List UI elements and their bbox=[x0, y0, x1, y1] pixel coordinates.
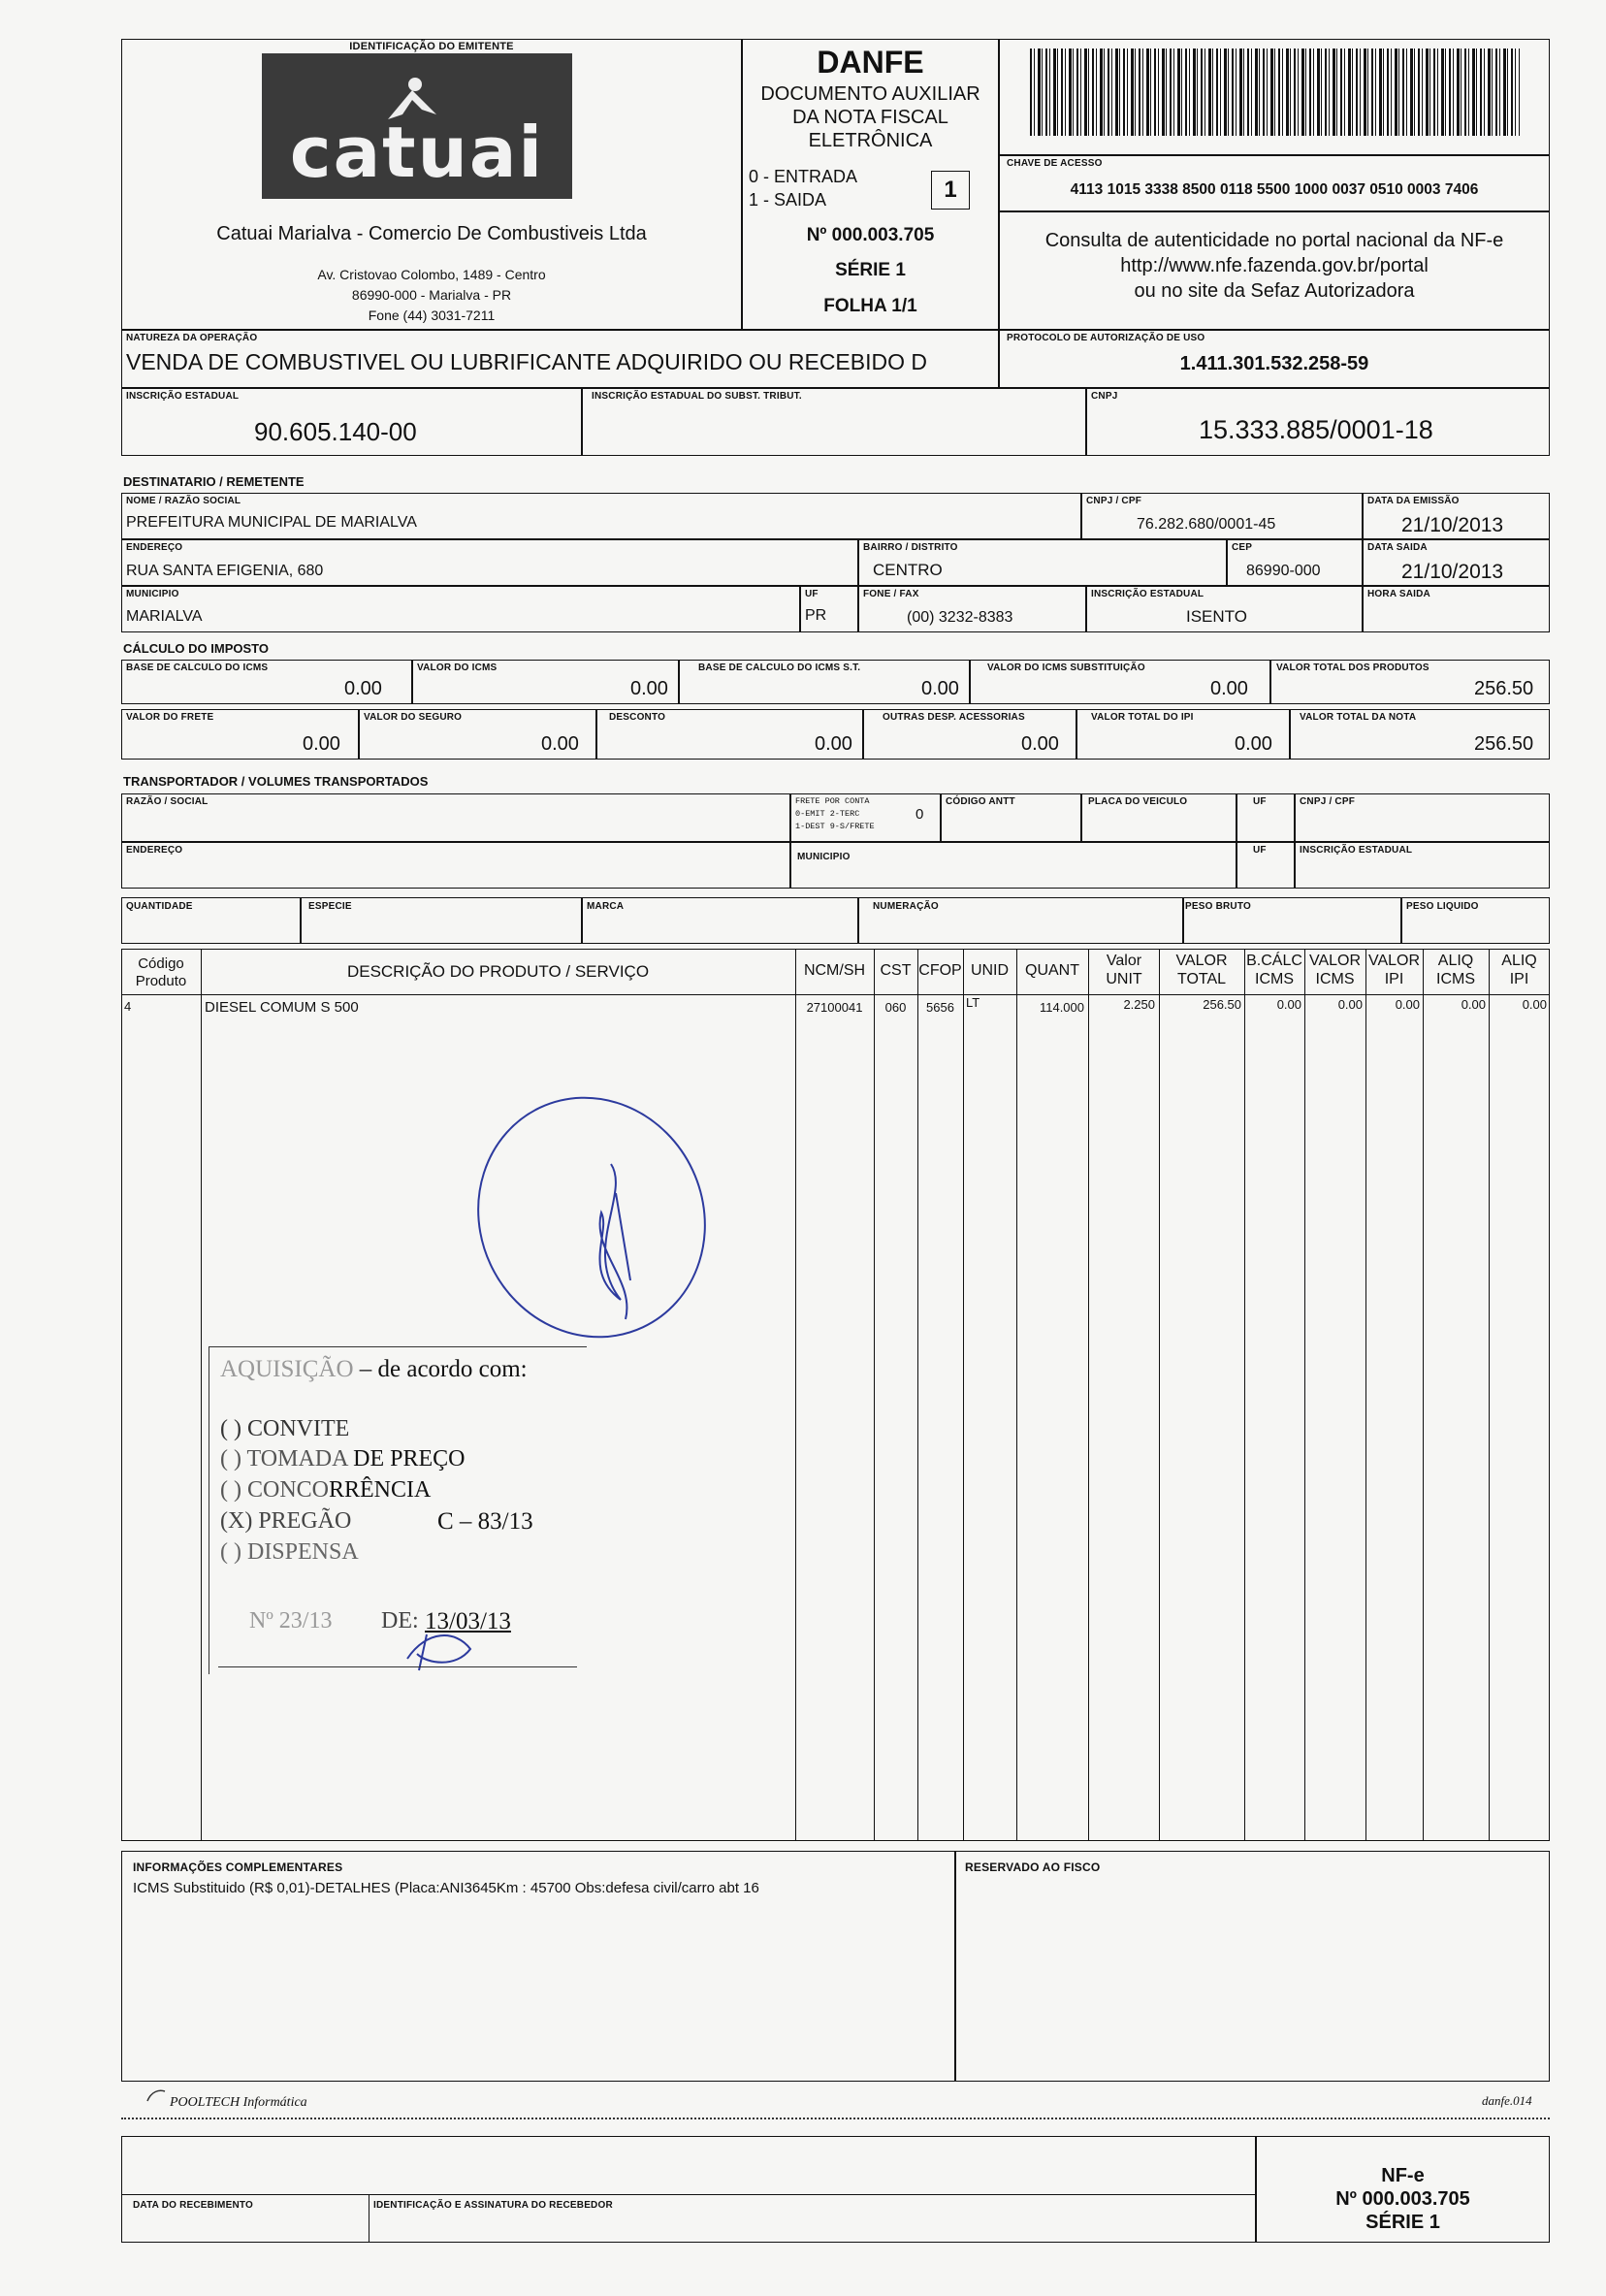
fisco-box bbox=[955, 1851, 1550, 2082]
cnpj-value: 15.333.885/0001-18 bbox=[1199, 415, 1433, 444]
company-address-1: Av. Cristovao Colombo, 1489 - Centro bbox=[317, 267, 546, 282]
species-label: ESPECIE bbox=[308, 901, 352, 912]
danfe-page: FOLHA 1/1 bbox=[823, 296, 917, 316]
stamp-option-concorrencia-b: RRÊNCIA bbox=[329, 1477, 432, 1503]
col-divider bbox=[795, 949, 796, 1841]
nfe-stub-number: Nº 000.003.705 bbox=[1335, 2188, 1470, 2210]
receipt-divider bbox=[121, 2194, 1256, 2195]
stamp-option-convite: ( ) CONVITE bbox=[220, 1416, 350, 1441]
gross-weight-label: PESO BRUTO bbox=[1185, 901, 1251, 912]
tax-section-label: CÁLCULO DO IMPOSTO bbox=[123, 641, 269, 656]
other-expenses-label: OUTRAS DESP. ACESSORIAS bbox=[883, 712, 1025, 723]
access-key-label: CHAVE DE ACESSO bbox=[1007, 158, 1103, 169]
district-value: CENTRO bbox=[873, 561, 943, 579]
transport-section-label: TRANSPORTADOR / VOLUMES TRANSPORTADOS bbox=[123, 774, 429, 789]
carrier-address-box bbox=[121, 842, 790, 889]
other-expenses-value: 0.00 bbox=[1021, 733, 1059, 755]
header-bc-icms: B.CÁLC ICMS bbox=[1246, 953, 1302, 987]
carrier-uf2-label: UF bbox=[1253, 845, 1267, 856]
freight-label: VALOR DO FRETE bbox=[126, 712, 214, 723]
company-logo bbox=[262, 53, 572, 199]
row-unit: LT bbox=[966, 995, 980, 1010]
header-code: Código Produto bbox=[135, 955, 187, 989]
stamp-date-value: 13/03/13 bbox=[425, 1608, 511, 1634]
header-total: VALOR TOTAL bbox=[1175, 953, 1228, 987]
stamp-option-pregao: (X) PREGÃO bbox=[220, 1508, 352, 1534]
discount-label: DESCONTO bbox=[609, 712, 666, 723]
col-divider bbox=[1365, 949, 1366, 1841]
tax-icms-value: 0.00 bbox=[630, 678, 668, 699]
header-description: DESCRIÇÃO DO PRODUTO / SERVIÇO bbox=[346, 962, 650, 981]
ie-label: INSCRIÇÃO ESTADUAL bbox=[126, 391, 240, 402]
software-credit: POOLTECH Informática bbox=[170, 2095, 307, 2110]
procurement-stamp bbox=[199, 1346, 587, 1676]
header-aliq-icms: ALIQ ICMS bbox=[1436, 953, 1475, 987]
header-cst: CST bbox=[880, 962, 912, 979]
nfe-stub-series: SÉRIE 1 bbox=[1365, 2212, 1440, 2233]
company-phone: Fone (44) 3031-7211 bbox=[368, 307, 496, 323]
insurance-label: VALOR DO SEGURO bbox=[364, 712, 463, 723]
col-divider bbox=[963, 949, 964, 1841]
city-value: MARIALVA bbox=[126, 608, 203, 625]
row-icms: 0.00 bbox=[1337, 997, 1363, 1012]
carrier-name-box bbox=[121, 793, 790, 842]
company-address-2: 86990-000 - Marialva - PR bbox=[351, 287, 512, 303]
stamp-option-tomada-b: DE PREÇO bbox=[347, 1446, 466, 1471]
nature-value: VENDA DE COMBUSTIVEL OU LUBRIFICANTE ADQUIRIDO OU RECEBIDO D bbox=[126, 349, 928, 374]
receiver-label: IDENTIFICAÇÃO E ASSINATURA DO RECEBEDOR bbox=[373, 2200, 613, 2211]
tax-icms-label: VALOR DO ICMS bbox=[417, 663, 498, 673]
carrier-address-label: ENDEREÇO bbox=[126, 845, 183, 856]
recipient-address-label: ENDEREÇO bbox=[126, 542, 183, 553]
plate-label: PLACA DO VEICULO bbox=[1088, 796, 1188, 807]
recipient-name-value: PREFEITURA MUNICIPAL DE MARIALVA bbox=[126, 514, 417, 531]
header-qty: QUANT bbox=[1025, 962, 1079, 979]
tax-base-value: 0.00 bbox=[344, 678, 382, 699]
nf-type-box: 1 bbox=[931, 171, 970, 210]
carrier-city-box bbox=[790, 842, 1237, 889]
danfe-subtitle-1: DOCUMENTO AUXILIAR bbox=[760, 83, 980, 105]
recipient-address-value: RUA SANTA EFIGENIA, 680 bbox=[126, 563, 324, 579]
tear-line bbox=[121, 2118, 1550, 2119]
header-unit: UNID bbox=[970, 962, 1010, 979]
net-weight-label: PESO LIQUIDO bbox=[1406, 901, 1479, 912]
stamp-option-dispensa: ( ) DISPENSA bbox=[220, 1539, 359, 1565]
ie-value: 90.605.140-00 bbox=[254, 417, 417, 446]
stamp-title bbox=[220, 1356, 528, 1383]
recipient-name-label: NOME / RAZÃO SOCIAL bbox=[126, 496, 241, 506]
ipi-value: 0.00 bbox=[1235, 733, 1272, 755]
district-label: BAIRRO / DISTRITO bbox=[863, 542, 958, 553]
freight-mode-line-3: 1-DEST 9-S/FRETE bbox=[795, 822, 875, 831]
recipient-section-label: DESTINATARIO / REMETENTE bbox=[123, 474, 305, 489]
row-aliq-icms: 0.00 bbox=[1461, 997, 1486, 1012]
col-divider bbox=[1489, 949, 1490, 1841]
nfe-stub-label: NF-e bbox=[1381, 2165, 1425, 2186]
row-total: 256.50 bbox=[1203, 997, 1241, 1012]
signature-mark bbox=[466, 1077, 727, 1368]
header-icms: VALOR ICMS bbox=[1308, 953, 1362, 987]
brand-label: MARCA bbox=[587, 901, 625, 912]
exit-date-value: 21/10/2013 bbox=[1401, 561, 1504, 583]
exit-option: 1 - SAIDA bbox=[749, 190, 827, 210]
ipi-label: VALOR TOTAL DO IPI bbox=[1091, 712, 1194, 723]
freight-mode-line-1: FRETE POR CONTA bbox=[795, 796, 870, 806]
receipt-box bbox=[121, 2136, 1256, 2243]
city-box bbox=[121, 586, 800, 632]
col-divider bbox=[1088, 949, 1089, 1841]
tax-base-label: BASE DE CALCULO DO ICMS bbox=[126, 663, 269, 673]
col-divider bbox=[1016, 949, 1017, 1841]
receipt-date-label: DATA DO RECEBIMENTO bbox=[133, 2200, 253, 2211]
row-aliq-ipi: 0.00 bbox=[1522, 997, 1547, 1012]
row-cfop: 5656 bbox=[926, 1000, 954, 1015]
stamp-option-concorrencia-a: ( ) CONCO bbox=[220, 1477, 329, 1503]
form-code: danfe.014 bbox=[1482, 2093, 1532, 2108]
software-logo-icon bbox=[145, 2087, 167, 2105]
recipient-ie-label: INSCRIÇÃO ESTADUAL bbox=[1091, 589, 1204, 599]
stamp-underline bbox=[218, 1666, 577, 1667]
row-ipi: 0.00 bbox=[1395, 997, 1420, 1012]
volume-qty-label: QUANTIDADE bbox=[126, 901, 193, 912]
additional-info-value: ICMS Substituido (R$ 0,01)-DETALHES (Placa:ANI3645Km : 45700 Obs:defesa civil/carro abt 16 bbox=[133, 1880, 759, 1896]
row-ncm: 27100041 bbox=[806, 1000, 863, 1015]
freight-mode-line-2: 0-EMIT 2-TERC bbox=[795, 809, 860, 819]
col-divider bbox=[874, 949, 875, 1841]
row-description: DIESEL COMUM S 500 bbox=[205, 999, 359, 1016]
logo-text: catuai bbox=[289, 112, 545, 193]
danfe-title: DANFE bbox=[817, 45, 924, 80]
row-cst: 060 bbox=[884, 1000, 907, 1015]
tax-products-label: VALOR TOTAL DOS PRODUTOS bbox=[1276, 663, 1429, 673]
protocol-label: PROTOCOLO DE AUTORIZAÇÃO DE USO bbox=[1007, 333, 1205, 343]
header-unit-value: Valor UNIT bbox=[1106, 953, 1142, 987]
freight-mode-value: 0 bbox=[915, 806, 924, 823]
invoice-total-value: 256.50 bbox=[1474, 733, 1534, 755]
city-label: MUNICIPIO bbox=[126, 589, 179, 599]
carrier-city-label: MUNICIPIO bbox=[797, 852, 851, 862]
carrier-cnpj-label: CNPJ / CPF bbox=[1300, 796, 1356, 807]
fisco-label: RESERVADO AO FISCO bbox=[965, 1860, 1101, 1874]
col-divider bbox=[1304, 949, 1305, 1841]
tax-base-st-label: BASE DE CALCULO DO ICMS S.T. bbox=[698, 663, 861, 673]
cnpj-label: CNPJ bbox=[1091, 391, 1118, 402]
stamp-top-border bbox=[209, 1346, 587, 1347]
consult-line-1: Consulta de autenticidade no portal nacional da NF-e bbox=[1044, 230, 1504, 251]
recipient-cnpj-value: 76.282.680/0001-45 bbox=[1137, 516, 1276, 533]
carrier-uf-label: UF bbox=[1253, 796, 1267, 807]
danfe-series: SÉRIE 1 bbox=[835, 260, 906, 280]
antt-label: CÓDIGO ANTT bbox=[946, 796, 1015, 807]
exit-time-label: HORA SAIDA bbox=[1367, 589, 1430, 599]
stamp-date-label: DE: bbox=[381, 1608, 419, 1633]
phone-label: FONE / FAX bbox=[863, 589, 919, 599]
cep-label: CEP bbox=[1232, 542, 1253, 553]
stamp-option-tomada-a: ( ) TOMADA bbox=[220, 1446, 348, 1471]
row-code: 4 bbox=[124, 999, 132, 1014]
tax-base-st-value: 0.00 bbox=[921, 678, 959, 699]
consult-line-3: ou no site da Sefaz Autorizadora bbox=[1134, 280, 1415, 302]
carrier-ie-label: INSCRIÇÃO ESTADUAL bbox=[1300, 845, 1413, 856]
header-cfop: CFOP bbox=[918, 962, 962, 979]
uf-label: UF bbox=[805, 589, 819, 599]
danfe-number: Nº 000.003.705 bbox=[806, 225, 935, 245]
danfe-subtitle-2: DA NOTA FISCAL bbox=[792, 107, 948, 128]
stamp-title-rest: – de acordo com: bbox=[353, 1356, 528, 1382]
col-divider bbox=[1423, 949, 1424, 1841]
phone-value: (00) 3232-8383 bbox=[907, 609, 1013, 626]
exit-date-label: DATA SAIDA bbox=[1367, 542, 1428, 553]
tax-products-value: 256.50 bbox=[1474, 678, 1534, 699]
ie-st-label: INSCRIÇÃO ESTADUAL DO SUBST. TRIBUT. bbox=[592, 391, 802, 402]
protocol-value: 1.411.301.532.258-59 bbox=[1179, 353, 1369, 374]
stamp-option-tomada bbox=[220, 1446, 465, 1472]
tax-icms-st-label: VALOR DO ICMS SUBSTITUIÇÃO bbox=[987, 663, 1145, 673]
company-name: Catuai Marialva - Comercio De Combustiveis Ltda bbox=[216, 223, 647, 244]
cep-value: 86990-000 bbox=[1246, 563, 1321, 579]
recipient-ie-value: ISENTO bbox=[1186, 607, 1247, 626]
emission-value: 21/10/2013 bbox=[1401, 514, 1504, 536]
barcode bbox=[1030, 49, 1520, 136]
consult-line-2: http://www.nfe.fazenda.gov.br/portal bbox=[1120, 255, 1429, 276]
stamp-number-label: Nº 23/13 bbox=[249, 1608, 333, 1633]
col-divider bbox=[917, 949, 918, 1841]
products-header-divider bbox=[121, 994, 1550, 995]
stamp-pregao-number: C – 83/13 bbox=[437, 1508, 533, 1535]
insurance-value: 0.00 bbox=[541, 733, 579, 755]
header-ipi: VALOR IPI bbox=[1367, 953, 1421, 987]
header-aliq-ipi: ALIQ IPI bbox=[1501, 953, 1537, 987]
danfe-subtitle-3: ELETRÔNICA bbox=[808, 130, 933, 151]
col-divider bbox=[1244, 949, 1245, 1841]
col-divider bbox=[1159, 949, 1160, 1841]
invoice-total-label: VALOR TOTAL DA NOTA bbox=[1300, 712, 1417, 723]
stamp-option-concorrencia bbox=[220, 1477, 431, 1504]
freight-value: 0.00 bbox=[303, 733, 340, 755]
emission-label: DATA DA EMISSÃO bbox=[1367, 496, 1460, 506]
row-qty: 114.000 bbox=[1039, 1000, 1084, 1015]
nature-label: NATUREZA DA OPERAÇÃO bbox=[126, 333, 258, 343]
carrier-name-label: RAZÃO / SOCIAL bbox=[126, 796, 209, 807]
stamp-title-faded: AQUISIÇÃO bbox=[220, 1356, 354, 1382]
header-ncm: NCM/SH bbox=[803, 962, 866, 979]
tax-icms-st-value: 0.00 bbox=[1210, 678, 1248, 699]
row-unit-value: 2.250 bbox=[1123, 997, 1155, 1012]
row-bc-icms: 0.00 bbox=[1276, 997, 1301, 1012]
emitter-section-label: IDENTIFICAÇÃO DO EMITENTE bbox=[349, 41, 514, 52]
recipient-cnpj-label: CNPJ / CPF bbox=[1086, 496, 1142, 506]
entry-option: 0 - ENTRADA bbox=[749, 167, 858, 186]
uf-value: PR bbox=[805, 607, 827, 624]
numbering-label: NUMERAÇÃO bbox=[873, 901, 939, 912]
additional-info-label: INFORMAÇÕES COMPLEMENTARES bbox=[133, 1860, 343, 1874]
access-key-value: 4113 1015 3338 8500 0118 5500 1000 0037 0510 0003 7406 bbox=[1070, 181, 1479, 198]
discount-value: 0.00 bbox=[815, 733, 852, 755]
